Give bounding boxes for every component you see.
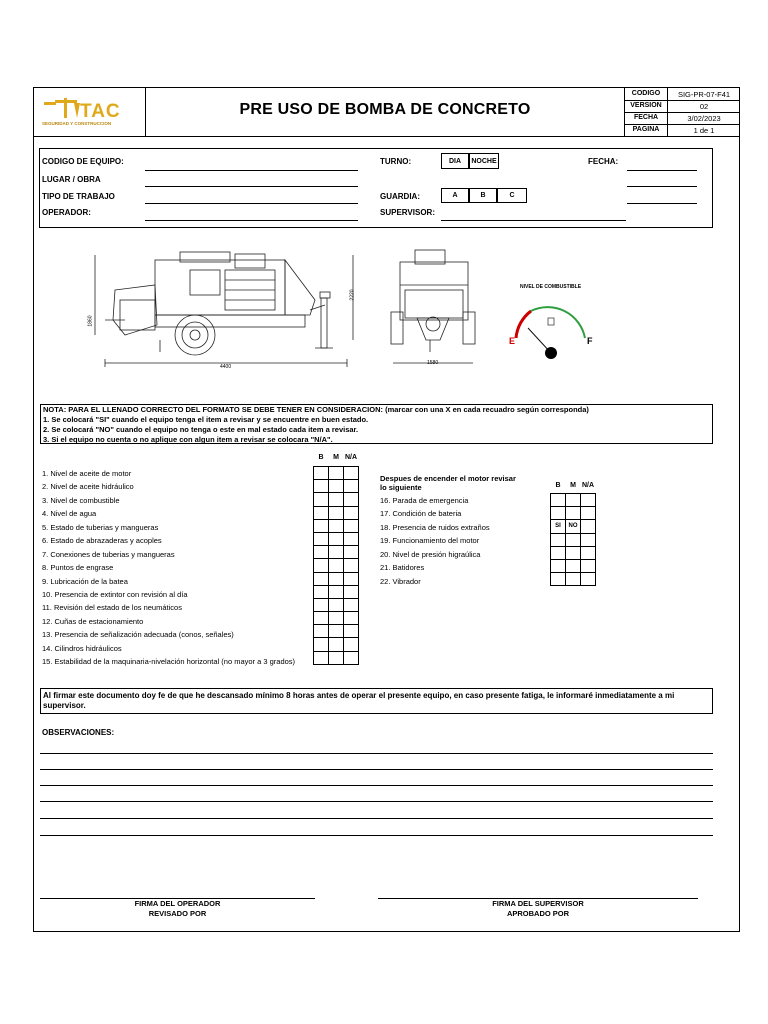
check-cell[interactable] xyxy=(314,532,329,545)
list-item: 22. Vibrador xyxy=(380,577,421,586)
check-cell[interactable] xyxy=(329,546,344,559)
note-line-2: 2. Se colocará "NO" cuando el equipo no tenga o este en mal estado cada item a revisar. xyxy=(43,425,359,434)
check-cell[interactable] xyxy=(566,533,581,546)
table-row xyxy=(551,507,596,520)
check-cell[interactable] xyxy=(329,638,344,651)
check-cell[interactable] xyxy=(314,493,329,506)
check-cell[interactable] xyxy=(329,467,344,480)
check-cell[interactable] xyxy=(314,612,329,625)
check-cell[interactable] xyxy=(314,598,329,611)
check-cell[interactable] xyxy=(566,546,581,559)
check-cell[interactable]: NO xyxy=(566,520,581,533)
check-cell[interactable] xyxy=(344,638,359,651)
list-item: 8. Puntos de engrase xyxy=(42,563,114,572)
table-row xyxy=(314,519,359,532)
check-cell[interactable] xyxy=(329,598,344,611)
list-item: 6. Estado de abrazaderas y acoples xyxy=(42,536,162,545)
fecha-field[interactable] xyxy=(627,170,697,171)
check-cell[interactable] xyxy=(344,612,359,625)
turno-noche-box[interactable]: NOCHE xyxy=(469,153,499,169)
col-header-b-right: B xyxy=(555,482,561,489)
col-header-na-right: N/A xyxy=(581,482,595,489)
list-item: 4. Nivel de agua xyxy=(42,509,97,518)
fecha-field-2[interactable] xyxy=(627,186,697,187)
check-cell[interactable] xyxy=(344,651,359,664)
col-header-m: M xyxy=(333,454,339,461)
tipo-trabajo-label: TIPO DE TRABAJO xyxy=(42,192,115,201)
divider xyxy=(624,112,740,113)
check-cell[interactable] xyxy=(314,480,329,493)
pump-front-drawing xyxy=(385,240,480,375)
check-cell[interactable] xyxy=(329,506,344,519)
table-row xyxy=(551,533,596,546)
table-row xyxy=(314,532,359,545)
operador-field[interactable] xyxy=(145,220,358,221)
supervisor-label: SUPERVISOR: xyxy=(380,208,435,217)
check-cell[interactable] xyxy=(329,480,344,493)
check-cell[interactable] xyxy=(329,572,344,585)
turno-label: TURNO: xyxy=(380,157,412,166)
note-line-3: 3. Si el equipo no cuenta o no aplique con algun item a revisar se colocara "N/A". xyxy=(43,435,333,444)
company-logo xyxy=(40,94,140,134)
fecha-label: FECHA: xyxy=(588,157,619,166)
dim-side-label: 1860 xyxy=(87,315,94,327)
list-item: 13. Presencia de señalización adecuada (conos, señales) xyxy=(42,630,234,639)
table-row xyxy=(551,520,596,533)
observation-line[interactable] xyxy=(40,769,713,770)
meta-value-pagina: 1 de 1 xyxy=(693,126,715,135)
col-header-na: N/A xyxy=(344,454,358,461)
check-cell[interactable] xyxy=(329,651,344,664)
check-cell[interactable] xyxy=(314,638,329,651)
check-cell[interactable] xyxy=(329,625,344,638)
check-cell[interactable] xyxy=(344,480,359,493)
table-row xyxy=(314,598,359,611)
right-heading-1: Despues de encender el motor revisar xyxy=(380,474,516,483)
table-row xyxy=(314,638,359,651)
check-cell[interactable] xyxy=(344,625,359,638)
check-cell[interactable] xyxy=(329,532,344,545)
check-cell[interactable] xyxy=(314,467,329,480)
check-cell[interactable] xyxy=(344,519,359,532)
meta-value-codigo: SIG-PR-07-F41 xyxy=(677,90,731,99)
table-row xyxy=(314,612,359,625)
fuel-gauge xyxy=(498,283,608,363)
fuel-full-label: F xyxy=(587,336,593,346)
list-item: 19. Funcionamiento del motor xyxy=(380,536,480,545)
list-item: 18. Presencia de ruidos extraños xyxy=(380,523,490,532)
check-cell[interactable] xyxy=(344,532,359,545)
check-cell[interactable] xyxy=(581,559,596,572)
divider xyxy=(624,124,740,125)
fuel-gauge-title: NIVEL DE COMBUSTIBLE xyxy=(520,284,582,290)
check-cell[interactable] xyxy=(344,506,359,519)
observaciones-label: OBSERVACIONES: xyxy=(42,728,115,737)
check-cell[interactable] xyxy=(314,572,329,585)
col-header-m-right: M xyxy=(570,482,576,489)
table-row xyxy=(314,572,359,585)
check-cell[interactable] xyxy=(344,572,359,585)
divider xyxy=(624,100,740,101)
supervisor-signature-label: FIRMA DEL SUPERVISOR xyxy=(492,899,584,908)
check-cell[interactable] xyxy=(566,559,581,572)
guardia-b-box[interactable]: B xyxy=(469,188,497,203)
table-row xyxy=(551,546,596,559)
check-cell[interactable] xyxy=(581,546,596,559)
meta-value-fecha: 3/02/2023 xyxy=(687,114,721,123)
check-cell[interactable] xyxy=(314,506,329,519)
guardia-a-box[interactable]: A xyxy=(441,188,469,203)
supervisor-approve-label: APROBADO POR xyxy=(506,909,570,918)
note-heading: NOTA: PARA EL LLENADO CORRECTO DEL FORMATO SE DEBE TENER EN CONSIDERACION: (marcar con una X en cada recuadro según corresponda) xyxy=(43,405,589,414)
dim-height-label: 2220 xyxy=(349,289,356,301)
check-cell[interactable] xyxy=(551,573,566,586)
table-row xyxy=(314,651,359,664)
dim-length-label: 4400 xyxy=(220,364,232,370)
instructions-note xyxy=(40,404,713,444)
supervisor-field[interactable] xyxy=(441,220,626,221)
check-cell[interactable] xyxy=(551,533,566,546)
check-cell[interactable] xyxy=(344,598,359,611)
check-cell[interactable] xyxy=(551,546,566,559)
table-row xyxy=(314,493,359,506)
check-cell[interactable] xyxy=(551,559,566,572)
list-item: 2. Nivel de aceite hidráulico xyxy=(42,482,134,491)
check-cell[interactable] xyxy=(581,573,596,586)
table-row xyxy=(314,480,359,493)
check-cell[interactable] xyxy=(329,612,344,625)
list-item: 1. Nivel de aceite de motor xyxy=(42,469,132,478)
check-cell[interactable] xyxy=(344,546,359,559)
table-row xyxy=(314,559,359,572)
divider xyxy=(33,136,740,137)
list-item: 15. Estabilidad de la maquinaria-nivelación horizontal (no mayor a 3 grados) xyxy=(42,657,296,666)
lugar-obra-field[interactable] xyxy=(145,186,358,187)
check-cell[interactable] xyxy=(329,585,344,598)
dim-width-label: 1580 xyxy=(427,360,439,366)
check-cell[interactable] xyxy=(314,546,329,559)
meta-label-version: VERSION xyxy=(630,102,662,109)
check-cell[interactable] xyxy=(314,651,329,664)
list-item: 16. Parada de emergencia xyxy=(380,496,469,505)
list-item: 17. Condición de bateria xyxy=(380,509,462,518)
check-cell[interactable] xyxy=(344,585,359,598)
check-cell[interactable] xyxy=(344,493,359,506)
company-name: SEGURIDAD Y CONSTRUCCION xyxy=(42,121,112,126)
table-row xyxy=(551,559,596,572)
check-cell[interactable] xyxy=(566,573,581,586)
operador-label: OPERADOR: xyxy=(42,208,91,217)
check-cell[interactable] xyxy=(314,519,329,532)
check-cell[interactable] xyxy=(329,493,344,506)
left-check-grid xyxy=(313,466,359,665)
table-row xyxy=(314,625,359,638)
check-cell[interactable] xyxy=(329,559,344,572)
meta-label-pagina: PAGINA xyxy=(632,126,660,133)
meta-label-fecha: FECHA xyxy=(633,114,659,121)
check-cell[interactable] xyxy=(551,494,566,507)
observation-line[interactable] xyxy=(40,818,713,819)
guardia-extra-field[interactable] xyxy=(627,203,697,204)
meta-value-version: 02 xyxy=(699,102,709,111)
list-item: 5. Estado de tuberias y mangueras xyxy=(42,523,159,532)
operator-review-label: REVISADO POR xyxy=(148,909,207,918)
page-title: PRE USO DE BOMBA DE CONCRETO xyxy=(239,101,531,118)
right-heading-2: lo siguiente xyxy=(380,483,422,492)
list-item: 21. Batidores xyxy=(380,563,425,572)
check-cell[interactable] xyxy=(581,520,596,533)
observation-line[interactable] xyxy=(40,835,713,836)
check-cell[interactable] xyxy=(581,494,596,507)
check-cell[interactable] xyxy=(581,507,596,520)
guardia-label: GUARDIA: xyxy=(380,192,420,201)
check-cell[interactable] xyxy=(329,519,344,532)
logo-text: TAC xyxy=(80,101,121,122)
operator-signature-label: FIRMA DEL OPERADOR xyxy=(134,899,221,908)
check-cell[interactable] xyxy=(344,559,359,572)
meta-label-codigo: CODIGO xyxy=(631,90,661,97)
lugar-obra-label: LUGAR / OBRA xyxy=(42,175,101,184)
guardia-c-box[interactable]: C xyxy=(497,188,527,203)
check-cell[interactable] xyxy=(581,533,596,546)
table-row xyxy=(314,585,359,598)
codigo-equipo-field[interactable] xyxy=(145,170,358,171)
table-row xyxy=(314,506,359,519)
observation-line[interactable] xyxy=(40,801,713,802)
list-item: 14. Cilindros hidráulicos xyxy=(42,644,122,653)
fuel-empty-label: E xyxy=(509,336,516,346)
list-item: 10. Presencia de extintor con revisión al día xyxy=(42,590,188,599)
check-cell[interactable] xyxy=(314,585,329,598)
table-row xyxy=(551,494,596,507)
check-cell[interactable] xyxy=(314,559,329,572)
pump-side-drawing xyxy=(85,240,360,375)
codigo-equipo-label: CODIGO DE EQUIPO: xyxy=(42,157,124,166)
list-item: 3. Nivel de combustible xyxy=(42,496,120,505)
check-cell[interactable] xyxy=(566,507,581,520)
observation-line[interactable] xyxy=(40,753,713,754)
list-item: 9. Lubricación de la batea xyxy=(42,577,128,586)
check-cell[interactable] xyxy=(314,625,329,638)
check-cell[interactable] xyxy=(344,467,359,480)
check-cell[interactable]: SI xyxy=(551,520,566,533)
check-cell[interactable] xyxy=(551,507,566,520)
right-check-grid xyxy=(550,493,596,586)
table-row xyxy=(314,546,359,559)
tipo-trabajo-field[interactable] xyxy=(145,203,358,204)
turno-dia-box[interactable]: DIA xyxy=(441,153,469,169)
table-row xyxy=(551,573,596,586)
table-row xyxy=(314,467,359,480)
declaration-text: Al firmar este documento doy fe de que he descansado mínimo 8 horas antes de operar el presente equipo, en caso presente fatiga, le informaré inmediatamente a mi supervisor. xyxy=(40,688,713,714)
check-cell[interactable] xyxy=(566,494,581,507)
divider xyxy=(145,88,146,136)
list-item: 11. Revisión del estado de los neumáticos xyxy=(42,603,182,612)
list-item: 20. Nivel de presión higraúlica xyxy=(380,550,481,559)
col-header-b: B xyxy=(318,454,324,461)
note-line-1: 1. Se colocará "SI" cuando el equipo tenga el item a revisar y se encuentre en buen estado. xyxy=(43,415,369,424)
list-item: 12. Cuñas de estacionamiento xyxy=(42,617,144,626)
observation-line[interactable] xyxy=(40,785,713,786)
list-item: 7. Conexiones de tuberias y mangueras xyxy=(42,550,175,559)
